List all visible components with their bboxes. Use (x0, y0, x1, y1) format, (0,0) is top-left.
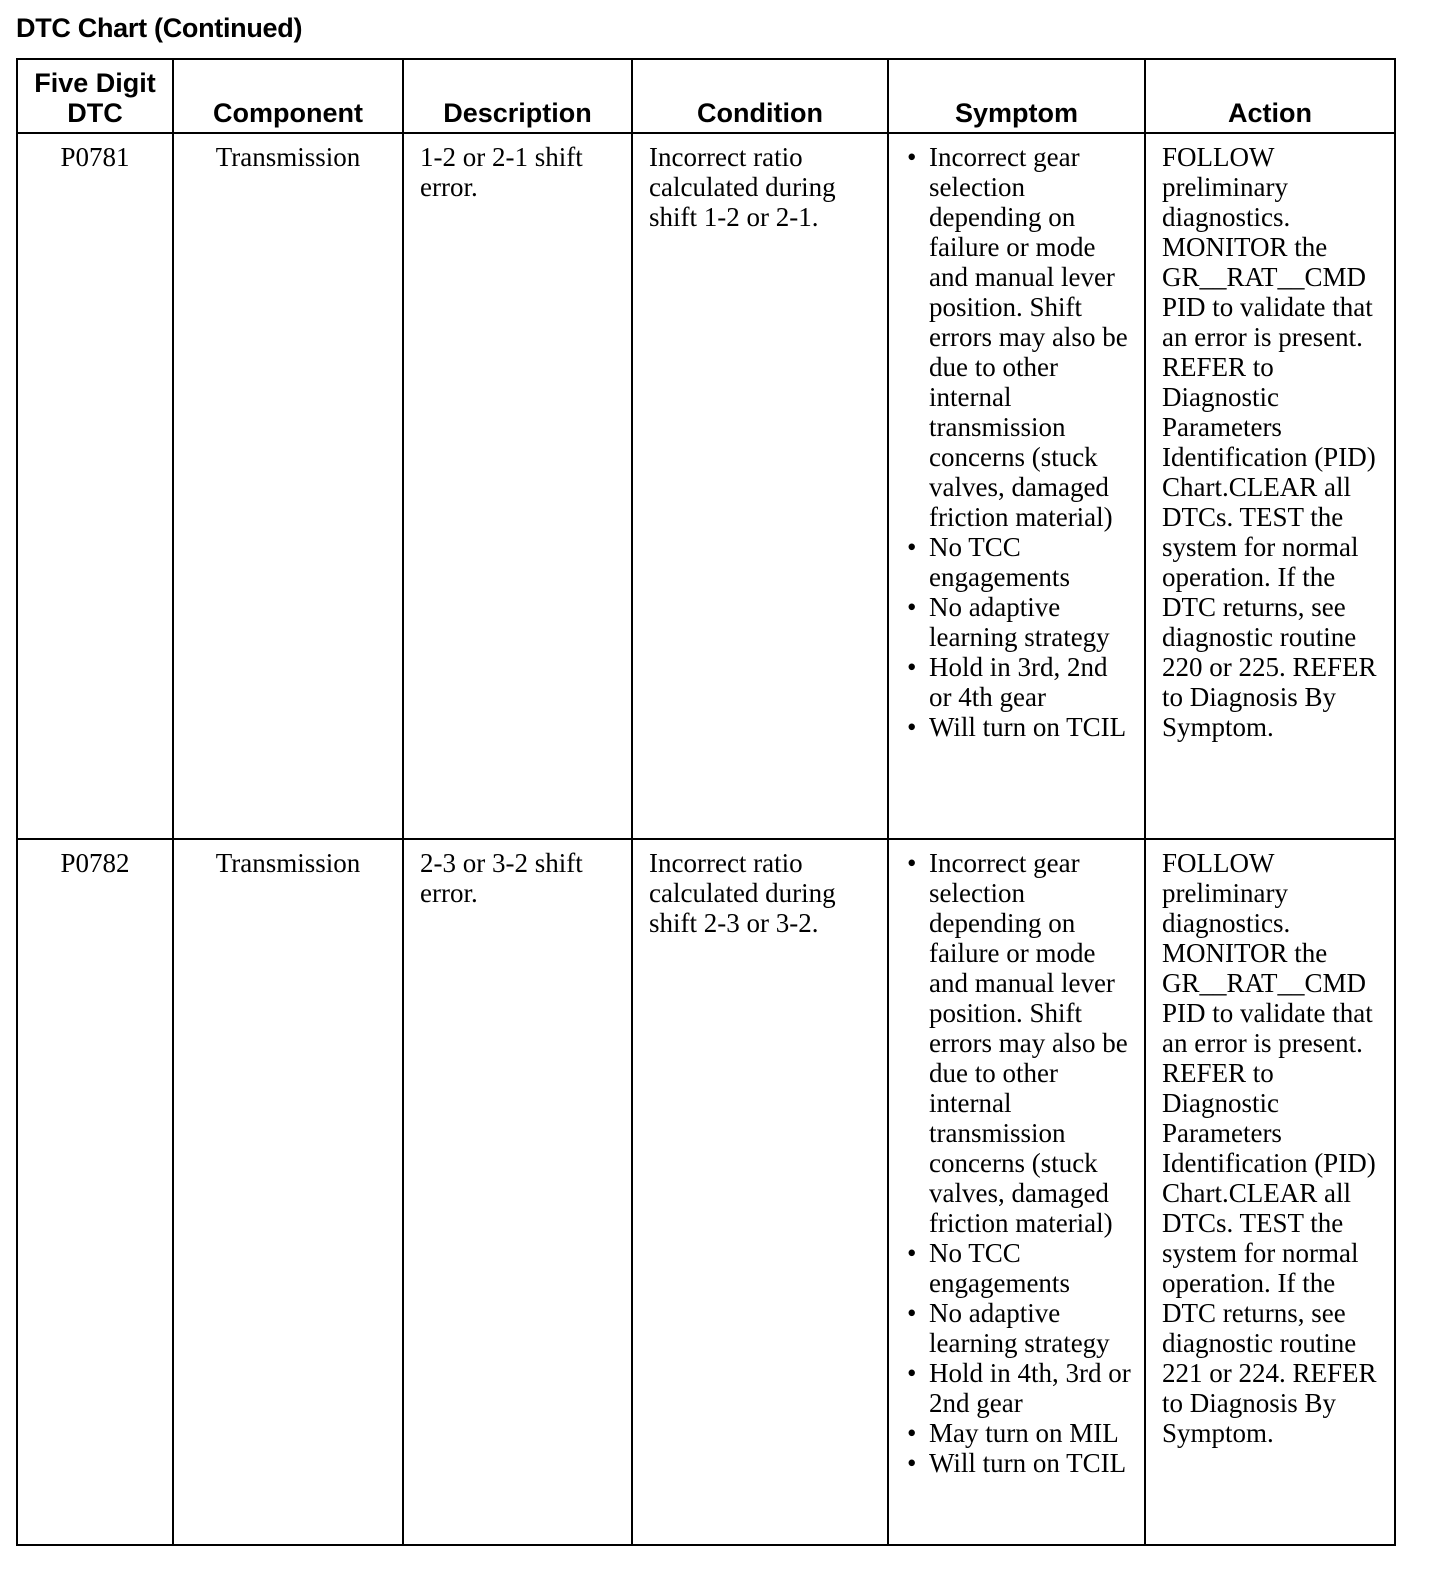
description-cell: 1-2 or 2-1 shift error. (403, 133, 632, 839)
header-component: Component (173, 59, 403, 133)
condition-cell: Incorrect ratio calculated during shift 2-3 or 3-2. (632, 839, 888, 1545)
symptom-item: • No adaptive learning strategy (905, 1298, 1136, 1358)
symptom-item: • No TCC engagements (905, 532, 1136, 592)
header-row (17, 59, 1395, 133)
action-cell: FOLLOW preliminary diagnostics. MONITOR the GR__RAT__CMD PID to validate that an error is present. REFER to Diagnostic Parameters Identification (PID) Chart.CLEAR all DTCs. TEST the system for normal operation. If the DTC returns, see diagnostic routine 221 or 224. REFER to Diagnosis By Symptom. (1145, 839, 1395, 1545)
symptom-cell (888, 133, 1145, 839)
header-dtc (17, 59, 173, 133)
symptom-item: • Hold in 3rd, 2nd or 4th gear (905, 652, 1136, 712)
component-cell: Transmission (173, 839, 403, 1545)
page-title: DTC Chart (Continued) (16, 13, 303, 43)
symptom-list (905, 142, 1136, 742)
component-cell: Transmission (173, 133, 403, 839)
header-description: Description (403, 59, 632, 133)
description-cell: 2-3 or 3-2 shift error. (403, 839, 632, 1545)
header-condition: Condition (632, 59, 888, 133)
table-row (17, 133, 1395, 839)
header-dtc-line2: DTC (67, 98, 123, 128)
symptom-item: • Incorrect gear selection depending on failure or mode and manual lever position. Shift errors may also be due to other internal transmission concerns (stuck valves, damaged friction material) (905, 142, 1136, 532)
dtc-code-cell: P0782 (17, 839, 173, 1545)
header-symptom: Symptom (888, 59, 1145, 133)
symptom-list (905, 848, 1136, 1478)
symptom-item: • No adaptive learning strategy (905, 592, 1136, 652)
header-dtc-line1: Five Digit (34, 68, 156, 98)
symptom-item: • No TCC engagements (905, 1238, 1136, 1298)
symptom-cell (888, 839, 1145, 1545)
header-action: Action (1145, 59, 1395, 133)
dtc-code-cell: P0781 (17, 133, 173, 839)
symptom-item: • Incorrect gear selection depending on failure or mode and manual lever position. Shift errors may also be due to other internal transmission concerns (stuck valves, damaged friction material) (905, 848, 1136, 1238)
symptom-item: • Will turn on TCIL (905, 1448, 1136, 1478)
table-row (17, 839, 1395, 1545)
dtc-chart-table (16, 58, 1396, 1546)
symptom-item: • May turn on MIL (905, 1418, 1136, 1448)
action-cell: FOLLOW preliminary diagnostics. MONITOR the GR__RAT__CMD PID to validate that an error is present. REFER to Diagnostic Parameters Identification (PID) Chart.CLEAR all DTCs. TEST the system for normal operation. If the DTC returns, see diagnostic routine 220 or 225. REFER to Diagnosis By Symptom. (1145, 133, 1395, 839)
symptom-item: • Hold in 4th, 3rd or 2nd gear (905, 1358, 1136, 1418)
condition-cell: Incorrect ratio calculated during shift 1-2 or 2-1. (632, 133, 888, 839)
symptom-item: • Will turn on TCIL (905, 712, 1136, 742)
